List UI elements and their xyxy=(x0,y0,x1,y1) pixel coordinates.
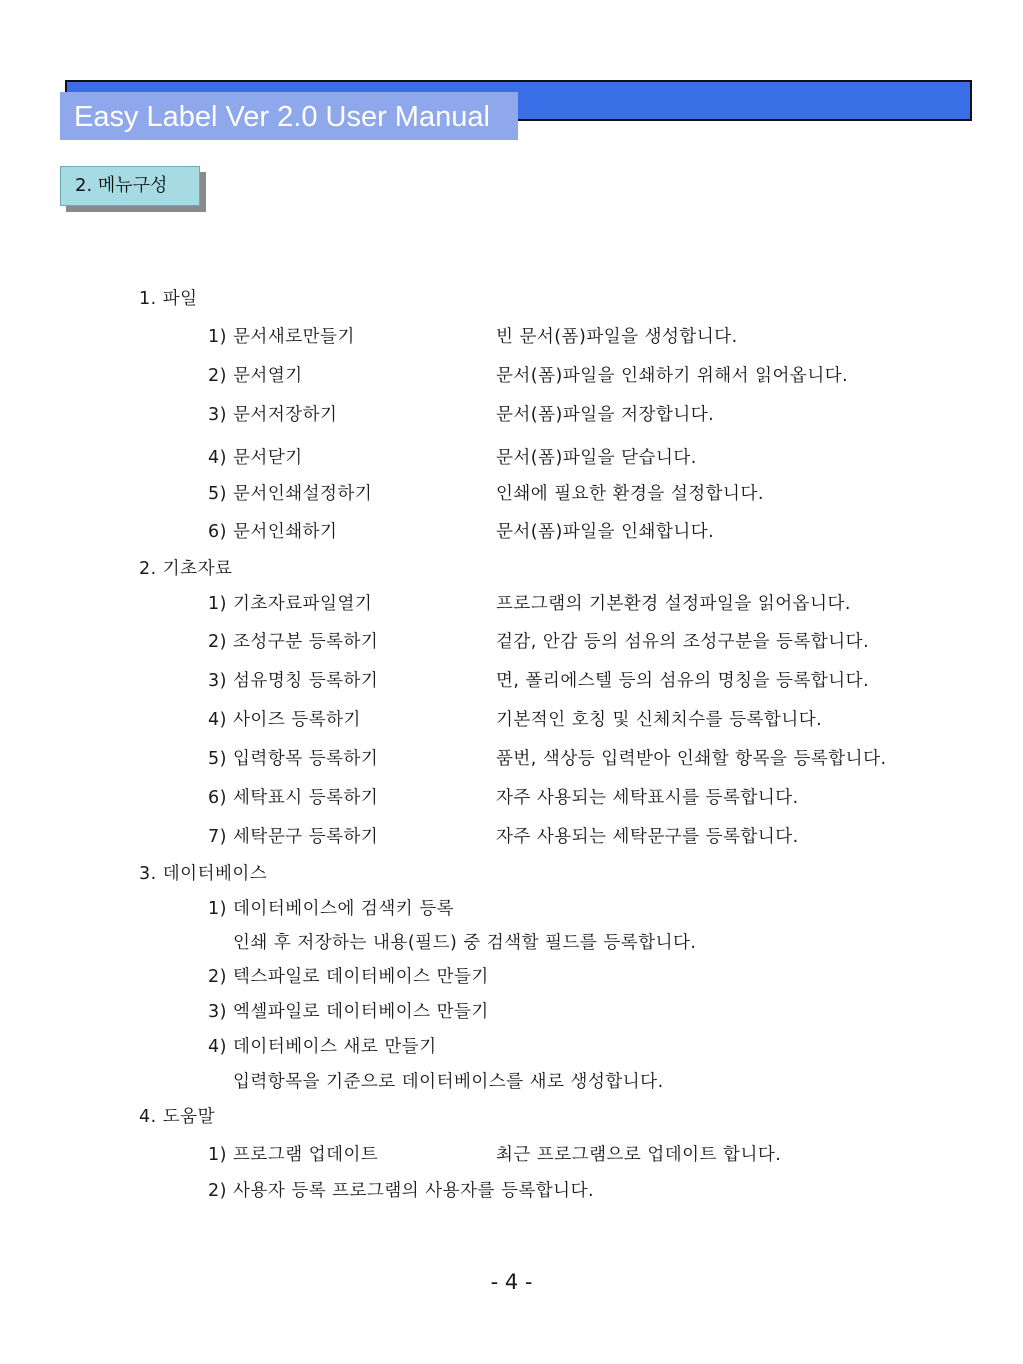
menu-item-label: 5) 문서인쇄설정하기 xyxy=(208,484,373,504)
menu-item-label: 1) 프로그램 업데이트 xyxy=(208,1145,379,1165)
menu-item-desc: 문서(폼)파일을 인쇄하기 위해서 읽어옵니다. xyxy=(496,366,849,386)
menu-item-label: 3) 엑셀파일로 데이터베이스 만들기 xyxy=(208,1002,489,1022)
menu-item-desc: 자주 사용되는 세탁표시를 등록합니다. xyxy=(496,788,799,808)
menu-item-label: 2) 텍스파일로 데이터베이스 만들기 xyxy=(208,967,489,987)
section-heading: 2. 메뉴구성 xyxy=(60,166,200,206)
menu-item-desc: 최근 프로그램으로 업데이트 합니다. xyxy=(496,1145,782,1165)
menu-item-desc: 문서(폼)파일을 인쇄합니다. xyxy=(496,522,715,542)
menu-item-label: 3) 문서저장하기 xyxy=(208,405,338,425)
menu-item-label: 3) 섬유명칭 등록하기 xyxy=(208,671,379,691)
menu-item-desc: 면, 폴리에스텔 등의 섬유의 명칭을 등록합니다. xyxy=(496,671,870,691)
menu-item-note: 인쇄 후 저장하는 내용(필드) 중 검색할 필드를 등록합니다. xyxy=(233,933,697,953)
menu-item-label: 6) 문서인쇄하기 xyxy=(208,522,338,542)
menu-item-desc: 기본적인 호칭 및 신체치수를 등록합니다. xyxy=(496,710,823,730)
menu-item-desc: 인쇄에 필요한 환경을 설정합니다. xyxy=(496,484,764,504)
menu-item-label: 4) 사이즈 등록하기 xyxy=(208,710,361,730)
menu-item-desc: 문서(폼)파일을 닫습니다. xyxy=(496,448,697,468)
menu-item-desc: 자주 사용되는 세탁문구를 등록합니다. xyxy=(496,827,799,847)
menu-item-desc: 품번, 색상등 입력받아 인쇄할 항목을 등록합니다. xyxy=(496,749,887,769)
menu-item-label: 5) 입력항목 등록하기 xyxy=(208,749,379,769)
menu-item-label: 2) 사용자 등록 프로그램의 사용자를 등록합니다. xyxy=(208,1181,595,1201)
menu-item-desc: 프로그램의 기본환경 설정파일을 읽어옵니다. xyxy=(496,594,851,614)
menu-item-label: 4) 문서닫기 xyxy=(208,448,303,468)
menu-item-desc: 문서(폼)파일을 저장합니다. xyxy=(496,405,715,425)
menu-item-label: 4) 데이터베이스 새로 만들기 xyxy=(208,1037,437,1057)
page-number: - 4 - xyxy=(490,1270,533,1294)
menu-item-label: 2) 문서열기 xyxy=(208,366,303,386)
menu-item-label: 1) 기초자료파일열기 xyxy=(208,594,373,614)
category-title: 2. 기초자료 xyxy=(139,559,233,579)
menu-item-label: 6) 세탁표시 등록하기 xyxy=(208,788,379,808)
menu-item-label: 2) 조성구분 등록하기 xyxy=(208,632,379,652)
manual-title: Easy Label Ver 2.0 User Manual xyxy=(60,92,518,140)
menu-item-desc: 빈 문서(폼)파일을 생성합니다. xyxy=(496,327,738,347)
menu-item-desc: 겉감, 안감 등의 섬유의 조성구분을 등록합니다. xyxy=(496,632,870,652)
menu-item-note: 입력항목을 기준으로 데이터베이스를 새로 생성합니다. xyxy=(233,1072,664,1092)
menu-item-label: 7) 세탁문구 등록하기 xyxy=(208,827,379,847)
menu-item-label: 1) 데이터베이스에 검색키 등록 xyxy=(208,899,455,919)
category-title: 4. 도움말 xyxy=(139,1107,215,1127)
category-title: 1. 파일 xyxy=(139,289,198,309)
menu-item-label: 1) 문서새로만들기 xyxy=(208,327,355,347)
category-title: 3. 데이터베이스 xyxy=(139,864,268,884)
